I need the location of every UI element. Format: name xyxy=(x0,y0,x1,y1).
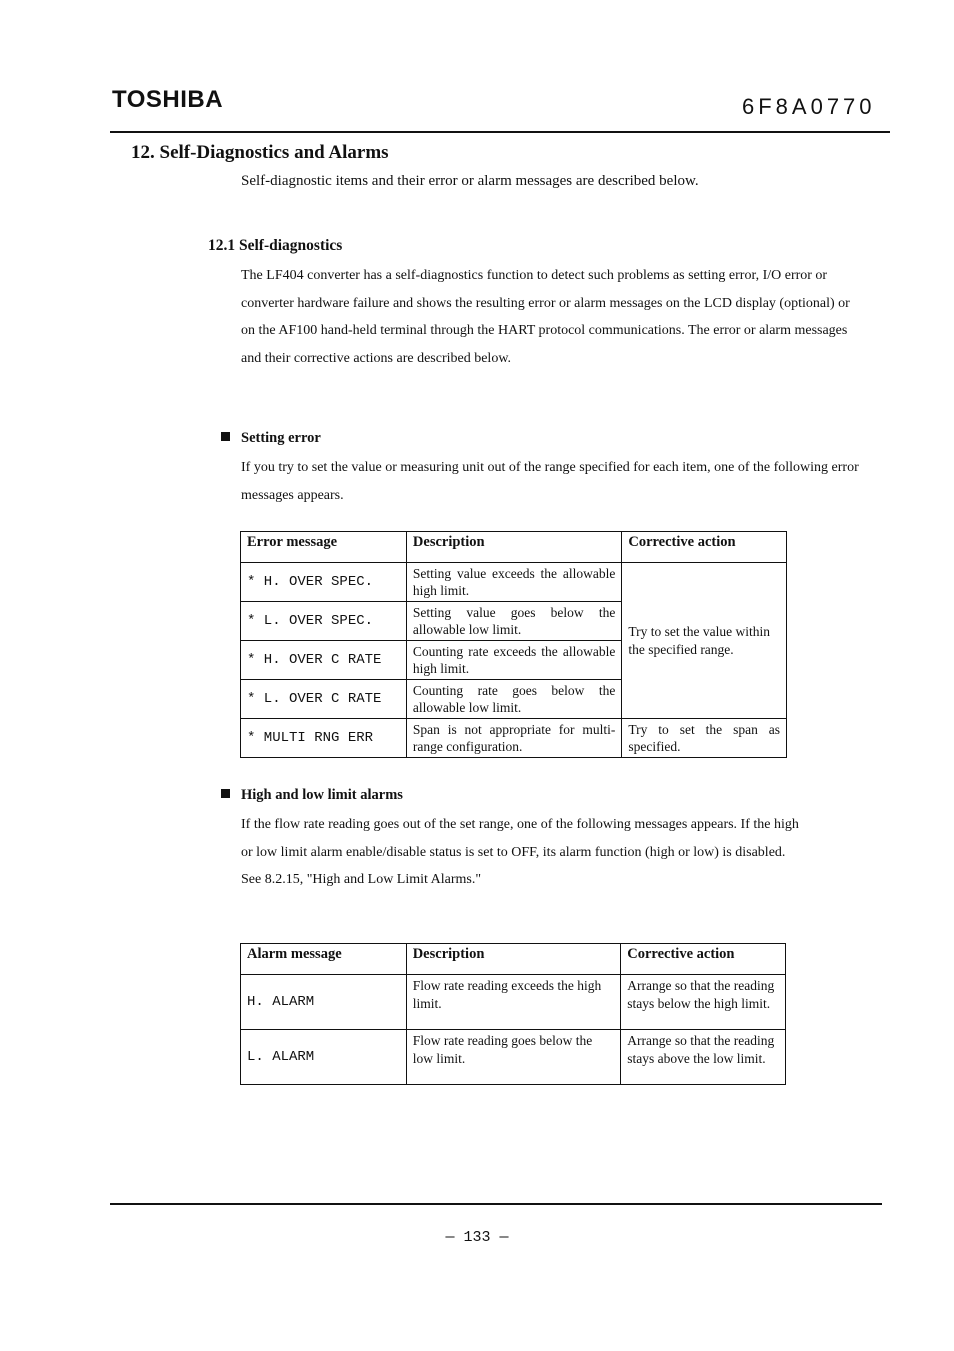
alarm-message-cell: H. ALARM xyxy=(241,975,407,1030)
table-header: Description xyxy=(406,532,621,563)
table-header: Error message xyxy=(241,532,407,563)
corrective-action-cell: Try to set the span as specified. xyxy=(622,719,787,758)
bullet-square-icon xyxy=(221,789,230,798)
alarm-table xyxy=(240,943,786,1085)
table-row xyxy=(241,975,786,1030)
alarms-paragraph: If the flow rate reading goes out of the set range, one of the following messages appears. If the high or low limit alarm enable/disable status is set to OFF, its alarm function (high or low) is disabled. See 8.2.15, "High and Low Limit Alarms." xyxy=(241,817,799,887)
description-cell: Counting rate exceeds the allowable high limit. xyxy=(406,641,621,680)
description-cell: Setting value goes below the allowable low limit. xyxy=(406,602,621,641)
table-row xyxy=(241,1030,786,1085)
table-row xyxy=(241,719,787,758)
section-title: 12. Self-Diagnostics and Alarms xyxy=(131,142,389,163)
alarms-heading-text: High and low limit alarms xyxy=(241,787,403,803)
table-header: Corrective action xyxy=(621,944,786,975)
description-cell: Counting rate goes below the allowable low limit. xyxy=(406,680,621,719)
corrective-action-cell: Try to set the value within the specified range. xyxy=(622,563,787,719)
error-message-cell: * H. OVER C RATE xyxy=(241,641,407,680)
subsection-title: 12.1 Self-diagnostics xyxy=(208,237,343,254)
alarms-heading xyxy=(221,787,403,804)
setting-error-table xyxy=(240,531,787,758)
document-number: 6F8A0770 xyxy=(742,94,876,119)
subsection-paragraph: The LF404 converter has a self-diagnostics function to detect such problems as setting error, I/O error or converter hardware failure and shows the resulting error or alarm messages on the LCD display (optional) or on the AF100 hand-held terminal through the HART protocol communications. The error or alarm messages and their corrective actions are described below. xyxy=(241,268,850,366)
error-message-cell: * L. OVER SPEC. xyxy=(241,602,407,641)
footer-rule xyxy=(110,1203,882,1205)
description-cell: Flow rate reading exceeds the high limit. xyxy=(406,975,621,1030)
description-cell: Span is not appropriate for multi-range configuration. xyxy=(406,719,621,758)
table-header: Description xyxy=(406,944,621,975)
corrective-action-cell: Arrange so that the reading stays below the high limit. xyxy=(621,975,786,1030)
brand-logo: TOSHIBA xyxy=(112,86,224,113)
setting-error-heading-text: Setting error xyxy=(241,430,321,446)
table-header: Corrective action xyxy=(622,532,787,563)
setting-error-paragraph: If you try to set the value or measuring unit out of the range specified for each item, one of the following error messages appears. xyxy=(241,460,859,503)
setting-error-heading xyxy=(221,430,321,447)
error-message-cell: * L. OVER C RATE xyxy=(241,680,407,719)
error-message-cell: * MULTI RNG ERR xyxy=(241,719,407,758)
page-number: — 133 — xyxy=(445,1229,509,1246)
table-row xyxy=(241,563,787,602)
description-cell: Setting value exceeds the allowable high limit. xyxy=(406,563,621,602)
table-header: Alarm message xyxy=(241,944,407,975)
bullet-square-icon xyxy=(221,432,230,441)
error-message-cell: * H. OVER SPEC. xyxy=(241,563,407,602)
alarm-message-cell: L. ALARM xyxy=(241,1030,407,1085)
section-intro: Self-diagnostic items and their error or alarm messages are described below. xyxy=(241,173,699,189)
header-rule xyxy=(110,131,890,133)
corrective-action-cell: Arrange so that the reading stays above the low limit. xyxy=(621,1030,786,1085)
description-cell: Flow rate reading goes below the low limit. xyxy=(406,1030,621,1085)
